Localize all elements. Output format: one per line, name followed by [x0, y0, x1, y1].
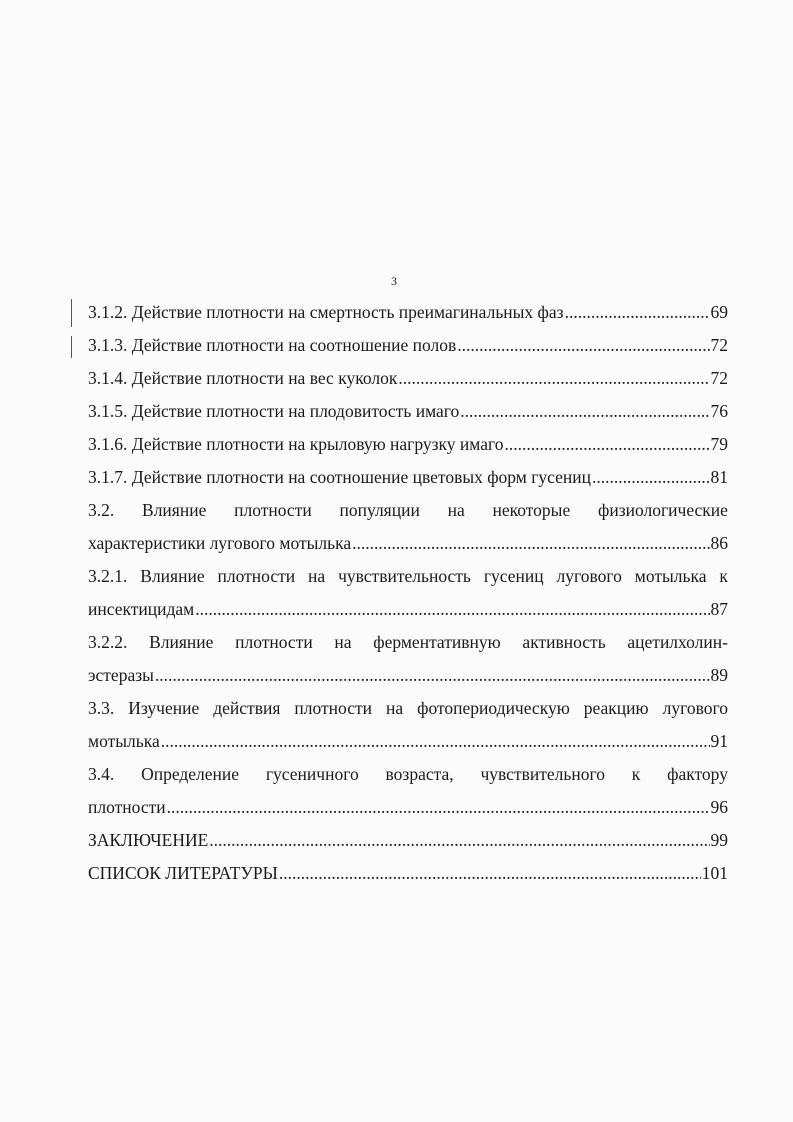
toc-entry-title: 3.1.5. Действие плотности на плодовитость имаго [88, 401, 460, 421]
toc-entry-page: 79 [710, 434, 728, 454]
table-of-contents [88, 296, 728, 890]
dot-leader [457, 329, 709, 362]
toc-entry-page: 72 [710, 368, 728, 388]
toc-entry-3-2[interactable] [88, 494, 728, 560]
toc-entry-line2 [88, 659, 728, 692]
toc-entry-line2 [88, 791, 728, 824]
toc-entry-line1 [88, 560, 728, 593]
toc-entry-3-2-2[interactable] [88, 626, 728, 692]
dot-leader [398, 362, 709, 395]
word: на [334, 632, 352, 652]
word: активность [522, 632, 606, 652]
toc-entry-3-1-4[interactable] [88, 362, 728, 395]
toc-entry-title: характеристики лугового мотылька [88, 533, 352, 553]
toc-entry-references[interactable] [88, 857, 728, 890]
word: Влияние [142, 500, 207, 520]
word: чувствительного [480, 764, 605, 784]
word: Определение [141, 764, 240, 784]
dot-leader [209, 824, 709, 857]
dot-leader [195, 593, 709, 626]
toc-entry-title: 3.1.4. Действие плотности на вес куколок [88, 368, 398, 388]
word: плотности [235, 632, 313, 652]
word: к [631, 764, 641, 784]
margin-bar-2 [71, 336, 72, 358]
toc-entry-line2 [88, 593, 728, 626]
word: плотности [217, 566, 296, 586]
toc-entry-line2 [88, 725, 728, 758]
toc-entry-line1 [88, 692, 728, 725]
word: Влияние [140, 566, 205, 586]
toc-entry-line2 [88, 527, 728, 560]
word: мотылька [634, 566, 707, 586]
word: популяции [339, 500, 420, 520]
toc-entry-title: 3.1.6. Действие плотности на крыловую нагрузку имаго [88, 434, 504, 454]
dot-leader [161, 725, 710, 758]
toc-entry-title: плотности [88, 797, 166, 817]
toc-entry-page: 86 [710, 533, 728, 553]
toc-entry-page: 72 [710, 335, 728, 355]
dot-leader [167, 791, 710, 824]
toc-entry-title: мотылька [88, 731, 160, 751]
dot-leader [592, 461, 709, 494]
toc-entry-line1 [88, 758, 728, 791]
toc-entry-title: инсектицидам [88, 599, 195, 619]
toc-entry-title: 3.1.7. Действие плотности на соотношение цветовых форм гусениц [88, 467, 592, 487]
word: некоторые [492, 500, 571, 520]
toc-entry-line1 [88, 626, 728, 659]
word: 3.2.2. [88, 632, 128, 652]
toc-entry-3-1-6[interactable] [88, 428, 728, 461]
word: физиологические [597, 500, 728, 520]
toc-entry-page: 89 [710, 665, 728, 685]
toc-entry-3-3[interactable] [88, 692, 728, 758]
toc-entry-conclusion[interactable] [88, 824, 728, 857]
page-number: 3 [391, 274, 397, 288]
word: на [308, 566, 326, 586]
toc-entry-line1 [88, 494, 728, 527]
word: реакцию [583, 698, 649, 718]
word: гусеничного [265, 764, 359, 784]
word: плотности [294, 698, 372, 718]
word: чувствительность [338, 566, 471, 586]
word: фотопериодическую [417, 698, 570, 718]
toc-entry-title: эстеразы [88, 665, 154, 685]
word: на [447, 500, 465, 520]
word: фактору [667, 764, 728, 784]
word: возраста, [385, 764, 454, 784]
toc-entry-page: 91 [710, 731, 728, 751]
toc-entry-page: 96 [710, 797, 728, 817]
word: действия [213, 698, 281, 718]
toc-entry-page: 87 [710, 599, 728, 619]
word: 3.4. [88, 764, 115, 784]
word: 3.3. [88, 698, 115, 718]
toc-entry-3-2-1[interactable] [88, 560, 728, 626]
toc-entry-3-1-7[interactable] [88, 461, 728, 494]
toc-entry-3-1-5[interactable] [88, 395, 728, 428]
toc-entry-page: 101 [701, 863, 728, 883]
dot-leader [352, 527, 709, 560]
dot-leader [155, 659, 710, 692]
dot-leader [279, 857, 701, 890]
toc-entry-page: 69 [710, 302, 728, 322]
word: гусениц [483, 566, 544, 586]
toc-entry-title: СПИСОК ЛИТЕРАТУРЫ [88, 863, 278, 883]
word: Изучение [128, 698, 200, 718]
word: на [386, 698, 404, 718]
margin-bar-1 [71, 299, 72, 327]
toc-entry-title: 3.1.2. Действие плотности на смертность преимагинальных фаз [88, 302, 564, 322]
word: ферментативную [373, 632, 501, 652]
word: плотности [234, 500, 312, 520]
dot-leader [505, 428, 710, 461]
toc-entry-page: 81 [710, 467, 728, 487]
toc-entry-3-4[interactable] [88, 758, 728, 824]
dot-leader [565, 296, 710, 329]
word: ацетилхолин- [627, 632, 728, 652]
word: лугового [662, 698, 728, 718]
toc-entry-3-1-2[interactable] [88, 296, 728, 329]
toc-entry-title: ЗАКЛЮЧЕНИЕ [88, 830, 209, 850]
toc-entry-3-1-3[interactable] [88, 329, 728, 362]
toc-entry-page: 76 [710, 401, 728, 421]
word: 3.2. [88, 500, 115, 520]
dot-leader [460, 395, 709, 428]
word: 3.2.1. [88, 566, 128, 586]
toc-entry-title: 3.1.3. Действие плотности на соотношение полов [88, 335, 457, 355]
word: Влияние [149, 632, 214, 652]
toc-entry-page: 99 [710, 830, 728, 850]
word: лугового [556, 566, 622, 586]
word: к [719, 566, 728, 586]
